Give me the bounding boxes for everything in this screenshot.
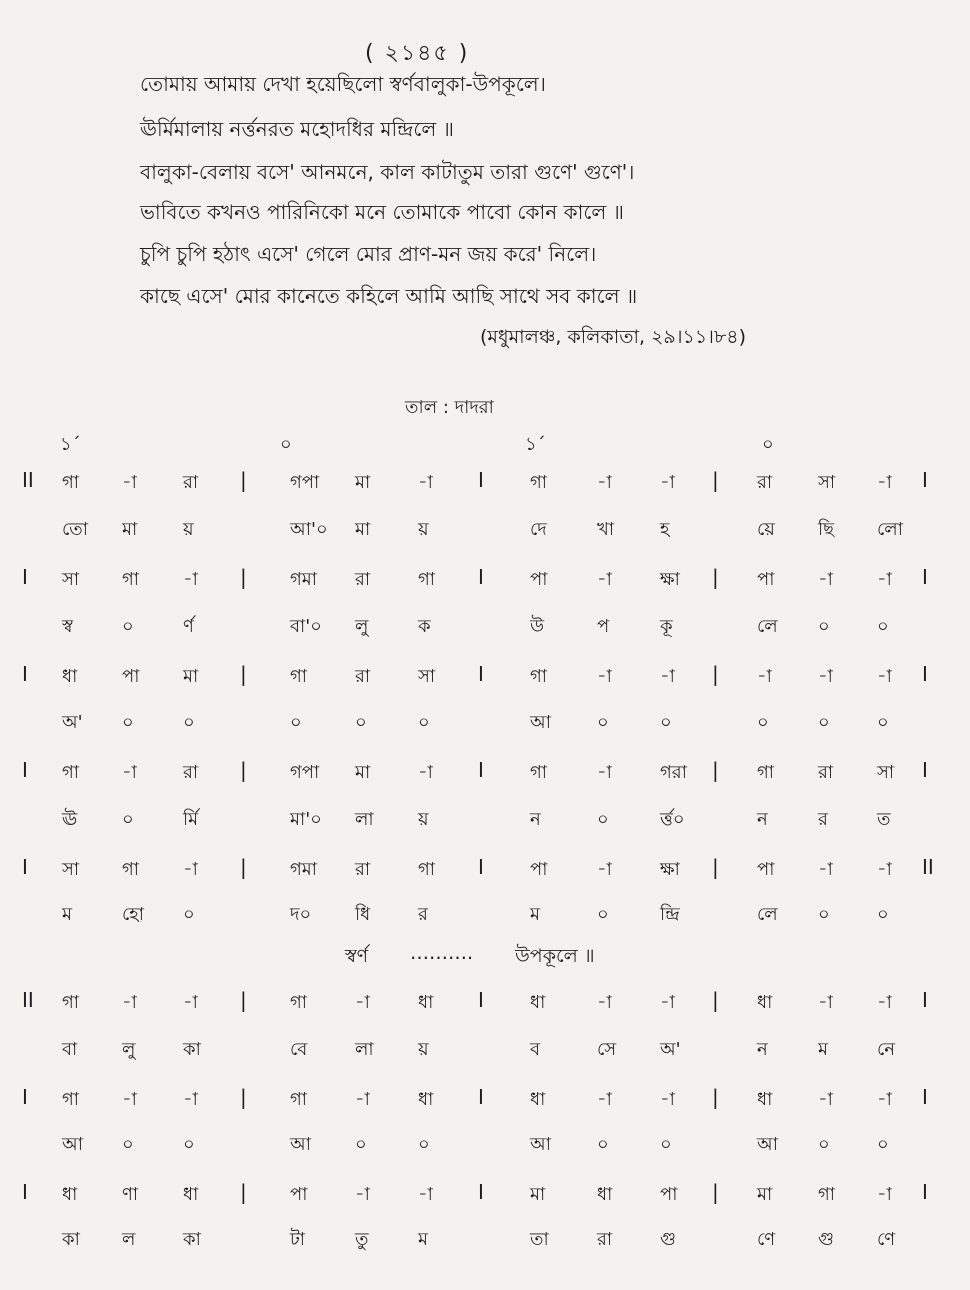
barline: | [240, 468, 247, 492]
barline: | [240, 758, 247, 782]
lyric-syllable: লা [355, 809, 374, 830]
swara-note: -া [818, 859, 833, 880]
swara-note: -া [877, 859, 892, 880]
barline-start: I [22, 565, 28, 589]
swara-note: গা [757, 762, 775, 783]
barline: | [240, 1085, 247, 1109]
swara-note: গা [122, 569, 140, 590]
lyric-syllable: অ' [62, 712, 83, 733]
lyric-syllable: য় [418, 519, 429, 540]
lyric-syllable: ল [122, 1229, 136, 1250]
lyric-syllable: লু [122, 1039, 136, 1060]
swara-note: গপা [290, 762, 320, 783]
swara-note: -া [597, 472, 612, 493]
barline-start: I [22, 1180, 28, 1204]
beat-mark: ০ [762, 434, 774, 455]
lyric-syllable: ০ [122, 712, 134, 733]
lyric-syllable: গু [660, 1229, 676, 1250]
swara-note: -া [660, 992, 675, 1013]
swara-note: সা [62, 569, 80, 590]
lyric-syllable: ০ [818, 712, 830, 733]
swara-note: ধা [530, 1089, 546, 1110]
lyric-syllable: র [418, 904, 428, 925]
lyric-line: বালুকা-বেলায় বসে' আনমনে, কাল কাটাতুম তারা গুণে' গুণে'। [140, 160, 635, 184]
lyric-syllable: ০ [355, 712, 367, 733]
swara-note: -া [418, 762, 433, 783]
lyric-syllable: ০ [183, 904, 195, 925]
lyric-syllable: দে [530, 519, 547, 540]
swara-note: -া [818, 992, 833, 1013]
lyric-syllable: কা [183, 1039, 201, 1060]
swara-note: সা [418, 666, 436, 687]
swara-note: রা [183, 762, 199, 783]
barline: | [712, 988, 719, 1012]
lyric-syllable: কূ [660, 616, 673, 637]
lyric-syllable: হো [122, 904, 144, 925]
swara-note: -া [877, 472, 892, 493]
swara-note: -া [183, 569, 198, 590]
barline-end: II [922, 855, 934, 879]
lyric-syllable: বে [290, 1039, 308, 1060]
lyric-syllable: য় [183, 519, 194, 540]
swara-note: ধা [597, 1184, 613, 1205]
barline-end: I [922, 1085, 928, 1109]
lyric-syllable: গু [818, 1229, 834, 1250]
swara-note: ধা [62, 666, 78, 687]
swara-note: -া [757, 666, 772, 687]
swara-note: গা [418, 569, 436, 590]
lyric-syllable: ০ [418, 712, 430, 733]
barline: I [478, 988, 484, 1012]
barline: | [712, 1085, 719, 1109]
barline-end: I [922, 1180, 928, 1204]
lyric-syllable: দ০ [290, 904, 312, 925]
lyric-syllable: য় [418, 1039, 429, 1060]
lyric-syllable: স্ব [62, 616, 73, 637]
lyric-syllable: ০ [290, 712, 302, 733]
swara-note: গপা [290, 472, 320, 493]
lyric-syllable: ব [530, 1039, 541, 1060]
lyric-syllable: ০ [597, 904, 609, 925]
swara-note: ধা [757, 1089, 773, 1110]
lyric-syllable: ০ [877, 904, 889, 925]
lyric-syllable: ০ [597, 809, 609, 830]
lyric-syllable: লে [757, 616, 778, 637]
swara-note: -া [877, 569, 892, 590]
lyric-syllable: তো [62, 519, 89, 540]
lyric-syllable: ০ [660, 712, 672, 733]
lyric-syllable: টা [290, 1229, 306, 1250]
swara-note: -া [355, 1184, 370, 1205]
barline-end: I [922, 988, 928, 1012]
taal-title: তাল : দাদরা [405, 397, 494, 418]
lyric-syllable: আ'০ [290, 519, 328, 540]
swara-note: গমা [290, 859, 318, 880]
swara-note: রা [183, 472, 199, 493]
beat-mark: ০ [280, 434, 292, 455]
lyric-syllable: ০ [818, 904, 830, 925]
barline: I [478, 1180, 484, 1204]
swara-note: মা [355, 472, 371, 493]
barline: | [240, 662, 247, 686]
lyric-syllable: অ' [660, 1039, 681, 1060]
lyric-syllable: র্মি [183, 809, 199, 830]
lyric-syllable: কা [183, 1229, 201, 1250]
lyric-syllable: হ [660, 519, 670, 540]
barline-start: II [22, 468, 34, 492]
lyric-syllable: খা [597, 519, 615, 540]
swara-note: গা [290, 1089, 308, 1110]
swara-note: পা [530, 569, 548, 590]
lyric-syllable: র্ণ [183, 616, 194, 637]
swara-note: গা [290, 992, 308, 1013]
swara-note: গা [122, 859, 140, 880]
lyric-syllable: আ [757, 1134, 778, 1155]
barline-start: I [22, 1085, 28, 1109]
lyric-syllable: ণে [877, 1229, 896, 1250]
lyric-line: ঊর্মিমালায় নর্ত্তনরত মহোদধির মন্দ্রিলে ॥ [140, 117, 454, 141]
lyric-syllable: ০ [355, 1134, 367, 1155]
lyric-syllable: ন্দ্রি [660, 904, 680, 925]
lyric-line: তোমায় আমায় দেখা হয়েছিলো স্বর্ণবালুকা-উপকূলে। [140, 72, 546, 96]
lyric-syllable: লা [355, 1039, 374, 1060]
lyric-syllable: ত [877, 809, 891, 830]
swara-note: -া [418, 1184, 433, 1205]
swara-note: গা [530, 472, 548, 493]
swara-note: গা [818, 1184, 836, 1205]
swara-note: ধা [418, 1089, 434, 1110]
swara-note: পা [530, 859, 548, 880]
lyric-syllable: ০ [877, 712, 889, 733]
barline: | [240, 1180, 247, 1204]
swara-note: সা [62, 859, 80, 880]
swara-note: -া [660, 472, 675, 493]
lyric-syllable: ০ [418, 1134, 430, 1155]
swara-note: -া [818, 569, 833, 590]
lyric-syllable: ০ [122, 809, 134, 830]
swara-note: ধা [418, 992, 434, 1013]
beat-mark: ১´ [525, 434, 546, 455]
lyric-syllable: ০ [597, 712, 609, 733]
lyric-syllable: ০ [122, 616, 134, 637]
barline: I [478, 758, 484, 782]
lyric-line: কাছে এসে' মোর কানেতে কহিলে আমি আছি সাথে সব কালে ॥ [140, 284, 638, 308]
lyric-syllable: আ [62, 1134, 83, 1155]
refrain-word: স্বর্ণ [345, 945, 369, 967]
barline: | [240, 565, 247, 589]
swara-note: -া [597, 569, 612, 590]
lyric-syllable: ০ [660, 1134, 672, 1155]
lyric-syllable: ম [418, 1229, 428, 1250]
lyric-syllable: ০ [818, 616, 830, 637]
barline: I [478, 468, 484, 492]
swara-note: -া [597, 1089, 612, 1110]
lyric-syllable: ০ [757, 712, 769, 733]
swara-note: রা [355, 569, 371, 590]
barline: | [712, 855, 719, 879]
swara-note: -া [183, 992, 198, 1013]
swara-note: পা [757, 569, 775, 590]
lyric-syllable: বা [62, 1039, 78, 1060]
barline-end: I [922, 662, 928, 686]
swara-note: রা [355, 666, 371, 687]
lyric-line: ভাবিতে কখনও পারিনিকো মনে তোমাকে পাবো কোন কালে ॥ [140, 200, 624, 224]
barline-start: I [22, 855, 28, 879]
swara-note: ণা [122, 1184, 139, 1205]
lyric-syllable: র্ত্ত০ [660, 809, 685, 830]
lyric-syllable: ঊ [62, 809, 78, 830]
barline: | [712, 662, 719, 686]
beat-mark: ১´ [60, 434, 81, 455]
lyric-syllable: লু [355, 616, 369, 637]
lyric-syllable: ক [418, 616, 431, 637]
lyric-syllable: র [818, 809, 828, 830]
page-number: ( ২১৪৫ ) [365, 41, 470, 66]
swara-note: সা [818, 472, 836, 493]
lyric-syllable: ০ [818, 1134, 830, 1155]
lyric-syllable: য় [418, 809, 429, 830]
barline: I [478, 855, 484, 879]
swara-note: গা [62, 762, 80, 783]
barline: I [478, 662, 484, 686]
lyric-syllable: নে [877, 1039, 896, 1060]
lyric-syllable: ন [757, 809, 768, 830]
swara-note: -া [660, 1089, 675, 1110]
barline-start: I [22, 662, 28, 686]
barline: | [712, 565, 719, 589]
swara-note: গা [62, 1089, 80, 1110]
lyric-syllable: ম [62, 904, 72, 925]
barline: I [478, 1085, 484, 1109]
lyric-syllable: ০ [122, 1134, 134, 1155]
barline: | [240, 855, 247, 879]
swara-note: ক্ষা [660, 859, 680, 880]
lyric-syllable: ০ [597, 1134, 609, 1155]
lyric-syllable: কা [62, 1229, 80, 1250]
swara-note: রা [757, 472, 773, 493]
lyric-syllable: লো [877, 519, 903, 540]
swara-note: -া [877, 992, 892, 1013]
swara-note: রা [355, 859, 371, 880]
swara-note: -া [597, 762, 612, 783]
lyric-syllable: ছি [818, 519, 835, 540]
swara-note: -া [597, 666, 612, 687]
swara-note: গা [290, 666, 308, 687]
swara-note: গা [418, 859, 436, 880]
barline-end: I [922, 468, 928, 492]
swara-note: ধা [757, 992, 773, 1013]
swara-note: পা [122, 666, 140, 687]
swara-note: রা [818, 762, 834, 783]
barline-end: I [922, 758, 928, 782]
swara-note: -া [183, 1089, 198, 1110]
swara-note: -া [355, 992, 370, 1013]
swara-note: -া [877, 1089, 892, 1110]
swara-note: গা [62, 992, 80, 1013]
barline-start: II [22, 988, 34, 1012]
lyric-syllable: আ [530, 1134, 551, 1155]
swara-note: -া [183, 859, 198, 880]
lyric-syllable: আ [530, 712, 551, 733]
swara-note: -া [877, 1184, 892, 1205]
lyric-syllable: আ [290, 1134, 311, 1155]
barline: | [240, 988, 247, 1012]
swara-note: -া [122, 762, 137, 783]
lyric-syllable: প [597, 616, 610, 637]
refrain-dots: ………. [410, 942, 474, 964]
swara-note: -া [597, 992, 612, 1013]
swara-note: পা [757, 859, 775, 880]
swara-note: মা [183, 666, 199, 687]
swara-note: মা [530, 1184, 546, 1205]
lyric-syllable: বা'০ [290, 616, 322, 637]
barline: | [712, 758, 719, 782]
lyric-syllable: উ [530, 616, 545, 637]
lyric-syllable: ম [818, 1039, 828, 1060]
lyric-syllable: ০ [183, 1134, 195, 1155]
swara-note: -া [597, 859, 612, 880]
lyric-syllable: ০ [183, 712, 195, 733]
swara-note: ধা [530, 992, 546, 1013]
swara-note: -া [877, 666, 892, 687]
lyric-syllable: সে [597, 1039, 617, 1060]
barline: | [712, 468, 719, 492]
lyric-syllable: ন [530, 809, 541, 830]
barline-start: I [22, 758, 28, 782]
barline: | [712, 1180, 719, 1204]
lyric-syllable: ন [757, 1039, 768, 1060]
lyric-syllable: মা [355, 519, 371, 540]
lyric-syllable: ০ [877, 1134, 889, 1155]
swara-note: ধা [183, 1184, 199, 1205]
swara-note: -া [418, 472, 433, 493]
swara-note: -া [818, 1089, 833, 1110]
swara-note: মা [757, 1184, 773, 1205]
swara-note: ধা [62, 1184, 78, 1205]
swara-note: ক্ষা [660, 569, 680, 590]
swara-note: সা [877, 762, 895, 783]
swara-note: -া [122, 472, 137, 493]
lyric-syllable: মা [122, 519, 138, 540]
refrain-word: উপকূলে ॥ [515, 945, 595, 967]
swara-note: -া [818, 666, 833, 687]
swara-note: -া [122, 1089, 137, 1110]
attribution: (মধুমালঞ্চ, কলিকাতা, ২৯।১১।৮৪) [480, 326, 747, 348]
lyric-syllable: তা [530, 1229, 549, 1250]
lyric-syllable: ম [530, 904, 540, 925]
swara-note: গমা [290, 569, 318, 590]
lyric-syllable: লে [757, 904, 778, 925]
lyric-line: চুপি চুপি হঠাৎ এসে' গেলে মোর প্রাণ-মন জয় করে' নিলে। [140, 242, 597, 266]
lyric-syllable: রা [597, 1229, 613, 1250]
lyric-syllable: ০ [877, 616, 889, 637]
swara-note: গা [530, 666, 548, 687]
swara-note: -া [122, 992, 137, 1013]
swara-note: পা [660, 1184, 678, 1205]
swara-note: পা [290, 1184, 308, 1205]
lyric-syllable: ণে [757, 1229, 776, 1250]
swara-note: মা [355, 762, 371, 783]
swara-note: -া [355, 1089, 370, 1110]
lyric-syllable: তু [355, 1229, 369, 1250]
lyric-syllable: মা'০ [290, 809, 322, 830]
barline-end: I [922, 565, 928, 589]
barline: I [478, 565, 484, 589]
lyric-syllable: ধি [355, 904, 371, 925]
swara-note: -া [660, 666, 675, 687]
swara-note: গরা [660, 762, 687, 783]
swara-note: গা [530, 762, 548, 783]
swara-note: গা [62, 472, 80, 493]
lyric-syllable: য়ে [757, 519, 775, 540]
